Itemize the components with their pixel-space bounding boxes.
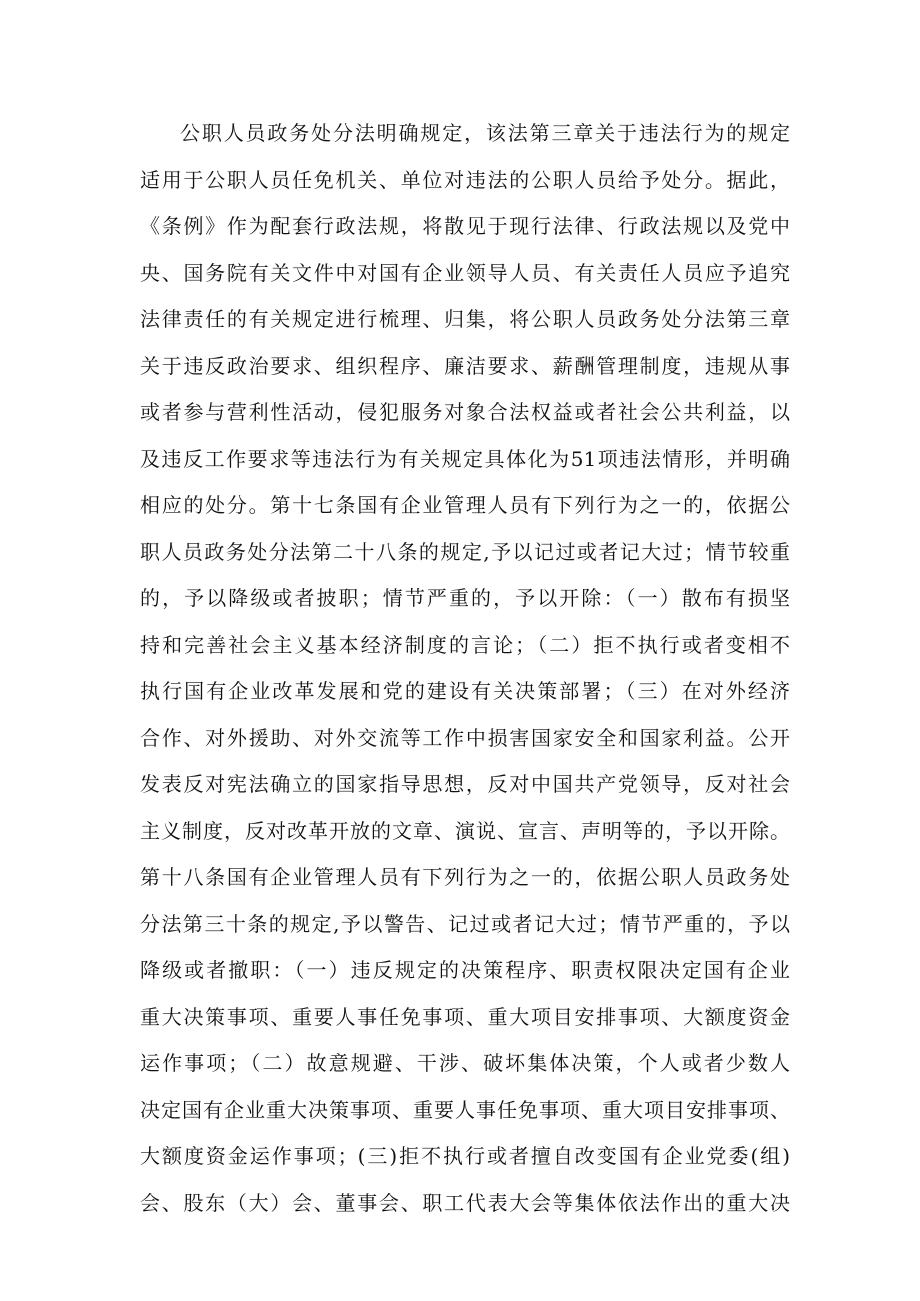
text-line: 会、股东（大）会、董事会、职工代表大会等集体依法作出的重大决 (140, 1190, 790, 1215)
text-line: 《条例》作为配套行政法规，将散见于现行法律、行政法规以及党中 (140, 214, 790, 238)
text-line: 执行国有企业改革发展和党的建设有关决策部署；（三）在对外经济 (140, 679, 790, 703)
text-line: 央、国务院有关文件中对国有企业领导人员、有关责任人员应予追究 (140, 260, 790, 285)
text-line: 相应的处分。第十七条国有企业管理人员有下列行为之一的，依据公 (140, 493, 790, 517)
text-line: 持和完善社会主义基本经济制度的言论；（二）拒不执行或者变相不 (140, 632, 790, 657)
text-line: 主义制度，反对改革开放的文章、演说、宣言、声明等的，予以开除。 (140, 818, 790, 843)
text-line: 关于违反政治要求、组织程序、廉洁要求、薪酬管理制度，违规从事 (140, 353, 790, 378)
text-line: 法律责任的有关规定进行梳理、归集，将公职人员政务处分法第三章 (140, 307, 790, 331)
text-line: 决定国有企业重大决策事项、重要人事任免事项、重大项目安排事项、 (140, 1097, 790, 1122)
text-line: 降级或者撤职：（一）违反规定的决策程序、职责权限决定国有企业 (140, 958, 790, 982)
text-line: 合作、对外援助、对外交流等工作中损害国家安全和国家利益。公开 (140, 725, 790, 750)
text-line: 适用于公职人员任免机关、单位对违法的公职人员给予处分。据此， (140, 167, 790, 192)
text-line: 运作事项；（二）故意规避、干涉、破坏集体决策，个人或者少数人 (140, 1051, 790, 1075)
text-line: 第十八条国有企业管理人员有下列行为之一的，依据公职人员政务处 (140, 865, 790, 889)
text-line: 职人员政务处分法第二十八条的规定,予以记过或者记大过；情节较重 (140, 539, 790, 564)
text-line: 或者参与营利性活动，侵犯服务对象合法权益或者社会公共利益，以 (140, 400, 790, 424)
text-line: 及违反工作要求等违法行为有关规定具体化为51项违法情形，并明确 (140, 446, 790, 471)
text-line: 分法第三十条的规定,予以警告、记过或者记大过；情节严重的，予以 (140, 911, 790, 936)
text-line: 重大决策事项、重要人事任免事项、重大项目安排事项、大额度资金 (140, 1004, 790, 1029)
text-line: 的，予以降级或者披职；情节严重的，予以开除：（一）散布有损坚 (140, 586, 790, 610)
text-line: 公职人员政务处分法明确规定，该法第三章关于违法行为的规定 (180, 121, 790, 145)
text-line: 大额度资金运作事项；(三)拒不执行或者擅自改变国有企业党委(组) (140, 1144, 790, 1168)
text-line: 发表反对宪法确立的国家指导思想，反对中国共产党领导，反对社会 (140, 772, 790, 796)
body-paragraph (140, 110, 790, 1226)
